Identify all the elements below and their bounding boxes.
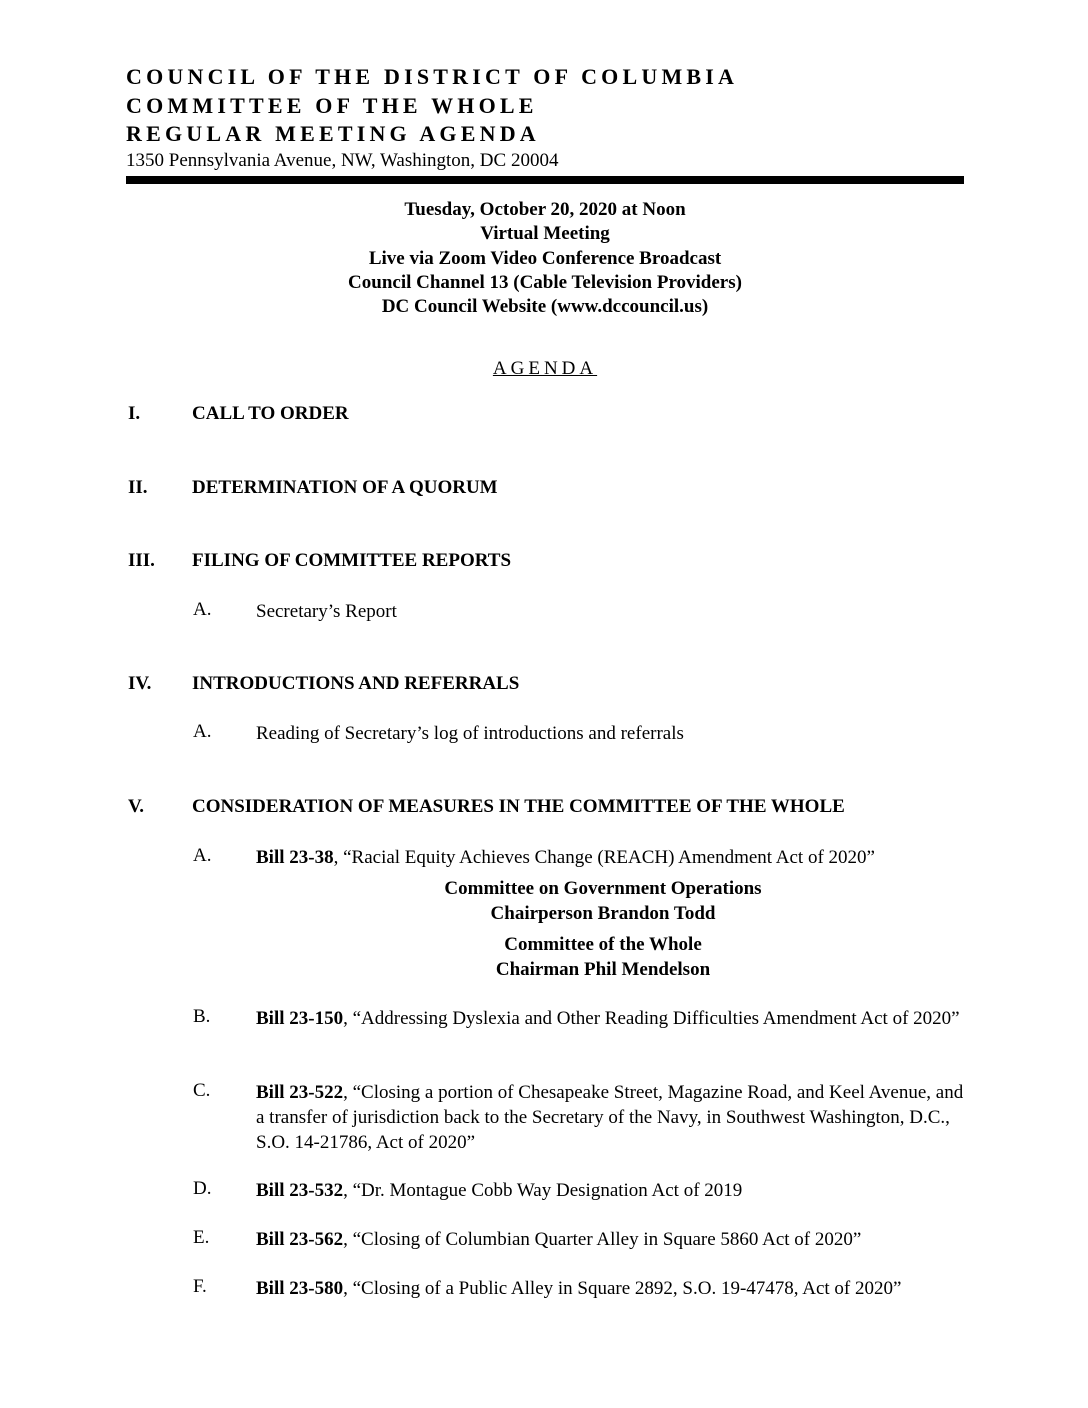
section-title: CALL TO ORDER xyxy=(192,403,349,424)
bill-number: Bill 23-580 xyxy=(256,1278,344,1299)
bill-title: , “Dr. Montague Cobb Way Designation Act of 2019 xyxy=(343,1180,743,1201)
bill-number: Bill 23-38 xyxy=(256,847,334,868)
committee-name: Committee on Government Operations xyxy=(444,878,762,899)
committee-chair: Chairman Phil Mendelson xyxy=(495,959,711,980)
section-number: II. xyxy=(128,477,148,498)
agenda-item-bill xyxy=(256,1227,976,1252)
header-title-committee: COMMITTEE OF THE WHOLE xyxy=(126,93,538,118)
agenda-item-bill xyxy=(256,845,976,870)
bill-title: , “Closing a portion of Chesapeake Street, Magazine Road, and Keel Avenue, and a transfer of jurisdiction back to the Secretary of the Navy, in Southwest Washington, D.C., S.O. 14-21786, Act of 2020” xyxy=(256,1082,964,1153)
meeting-date: Tuesday, October 20, 2020 at Noon xyxy=(404,199,686,220)
meeting-broadcast: Live via Zoom Video Conference Broadcast xyxy=(368,247,722,269)
committee-chair: Chairperson Brandon Todd xyxy=(490,903,716,924)
section-title: FILING OF COMMITTEE REPORTS xyxy=(192,550,512,571)
agenda-heading-text: AGENDA xyxy=(492,358,598,379)
agenda-item-bill xyxy=(256,1178,976,1203)
item-letter: A. xyxy=(193,721,212,742)
meeting-type: Virtual Meeting xyxy=(480,223,610,245)
meeting-website: DC Council Website (www.dccouncil.us) xyxy=(381,296,709,318)
bill-number: Bill 23-532 xyxy=(256,1180,344,1201)
bill-title: , “Closing of a Public Alley in Square 2892, S.O. 19-47478, Act of 2020” xyxy=(343,1278,902,1299)
item-letter: B. xyxy=(193,1006,211,1027)
item-letter: F. xyxy=(193,1276,207,1297)
item-text: Reading of Secretary’s log of introductions and referrals xyxy=(256,723,684,744)
committee-name: Committee of the Whole xyxy=(504,934,702,955)
committee-assignment xyxy=(256,932,950,982)
agenda-item-bill xyxy=(256,1276,976,1301)
agenda-heading xyxy=(126,358,964,380)
agenda-item-bill xyxy=(256,1080,976,1155)
section-title: CONSIDERATION OF MEASURES IN THE COMMITTEE OF THE WHOLE xyxy=(192,796,845,817)
bill-number: Bill 23-150 xyxy=(256,1008,344,1029)
section-number: I. xyxy=(128,403,141,424)
bill-number: Bill 23-562 xyxy=(256,1229,344,1250)
item-letter: A. xyxy=(193,845,212,866)
bill-title: , “Racial Equity Achieves Change (REACH) Amendment Act of 2020” xyxy=(333,847,875,868)
agenda-item-bill xyxy=(256,1006,976,1031)
committee-assignment xyxy=(256,876,950,926)
header-title-council: COUNCIL OF THE DISTRICT OF COLUMBIA xyxy=(126,64,739,89)
section-number: III. xyxy=(128,550,155,571)
section-title: INTRODUCTIONS AND REFERRALS xyxy=(192,673,520,694)
bill-title: , “Addressing Dyslexia and Other Reading Difficulties Amendment Act of 2020” xyxy=(343,1008,960,1029)
item-letter: D. xyxy=(193,1178,212,1199)
item-letter: A. xyxy=(193,599,212,620)
header-address: 1350 Pennsylvania Avenue, NW, Washington, DC 20004 xyxy=(126,150,559,171)
item-letter: C. xyxy=(193,1080,211,1101)
bill-title: , “Closing of Columbian Quarter Alley in Square 5860 Act of 2020” xyxy=(343,1229,862,1250)
section-number: V. xyxy=(128,796,145,817)
bill-number: Bill 23-522 xyxy=(256,1082,344,1103)
section-number: IV. xyxy=(128,673,152,694)
meeting-channel: Council Channel 13 (Cable Television Providers) xyxy=(348,271,742,293)
item-text: Secretary’s Report xyxy=(256,601,397,622)
header-divider xyxy=(126,176,964,184)
item-letter: E. xyxy=(193,1227,210,1248)
meeting-details xyxy=(126,198,964,319)
section-title: DETERMINATION OF A QUORUM xyxy=(192,477,498,498)
header-title-agenda: REGULAR MEETING AGENDA xyxy=(126,121,540,146)
